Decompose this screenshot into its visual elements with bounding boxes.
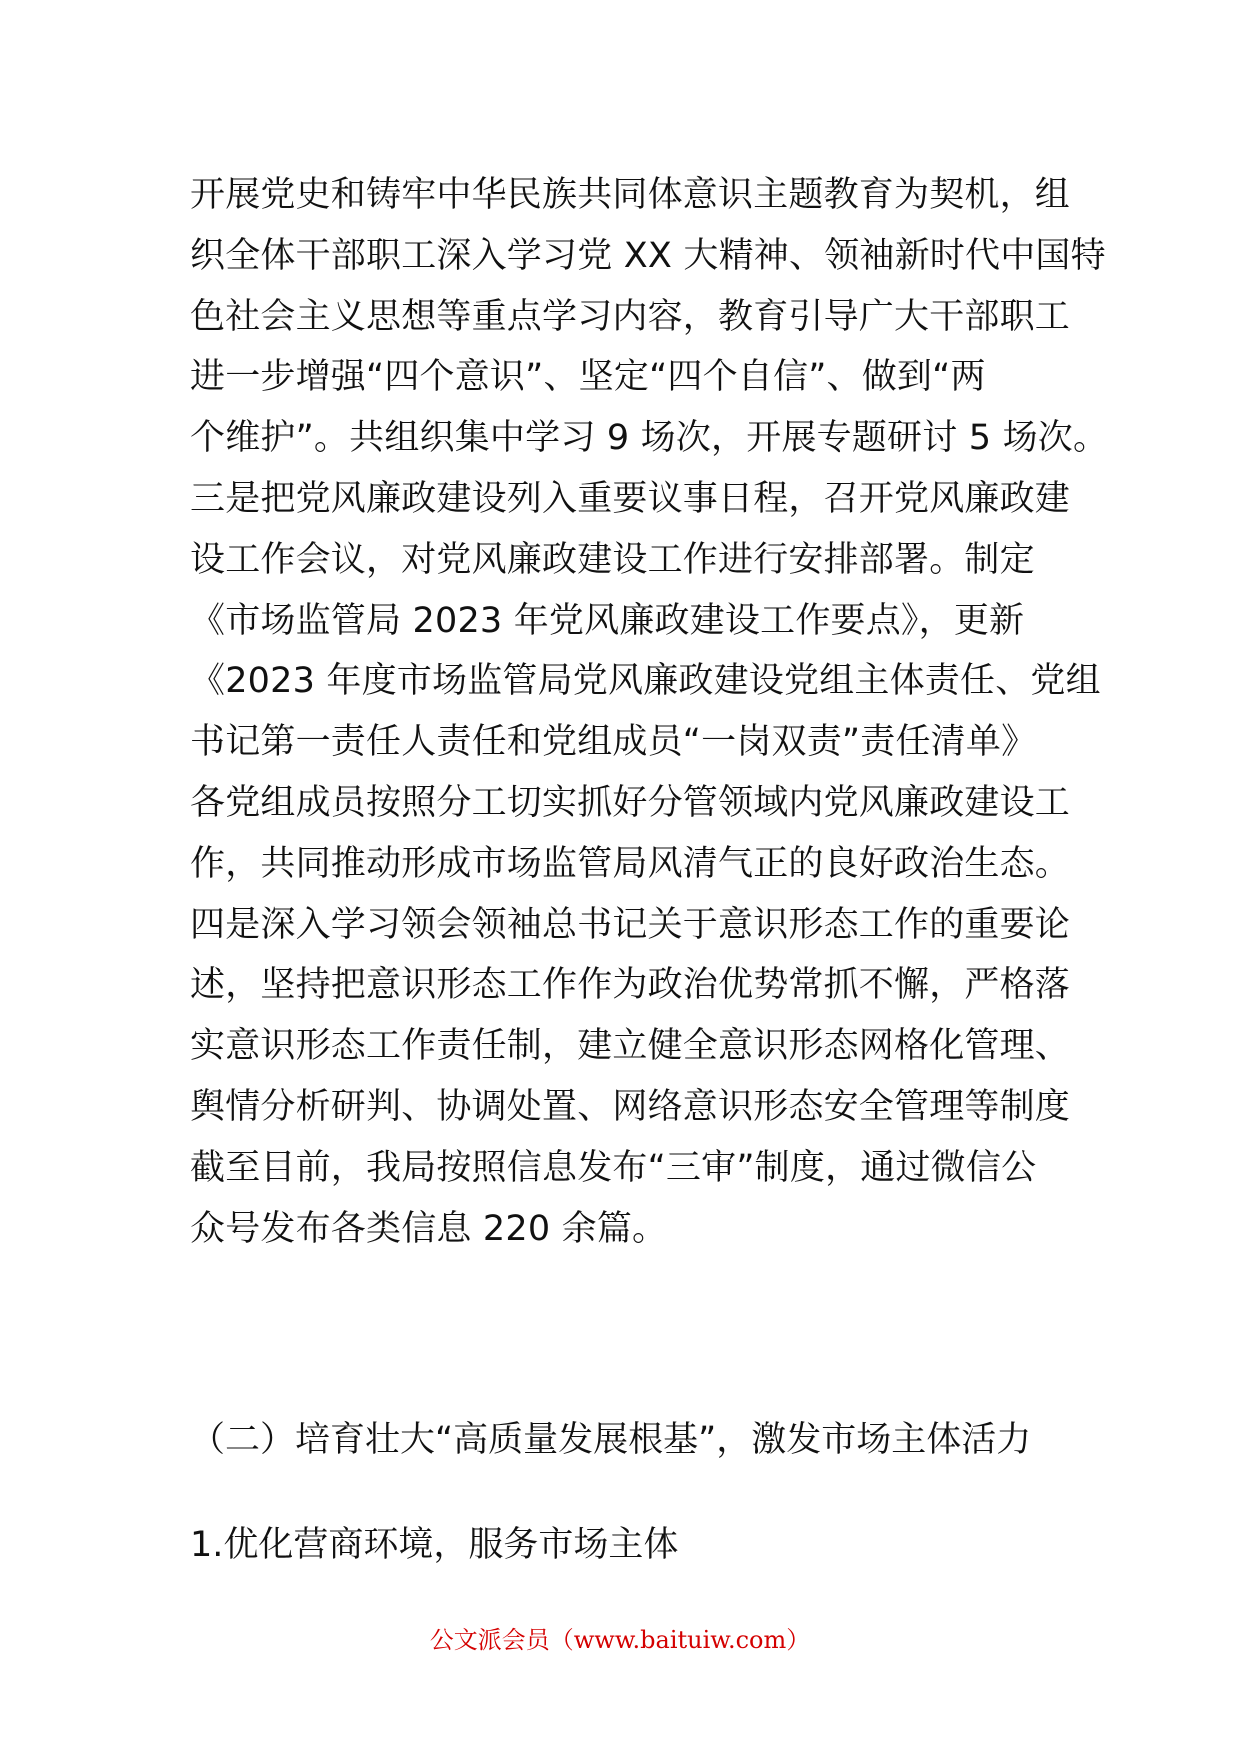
text-line: 色社会主义思想等重点学习内容，教育引导广大干部职工 [190, 296, 1071, 337]
subsection-heading: 1.优化营商环境，服务市场主体 [190, 1525, 679, 1565]
text-line: 书记第一责任人责任和党组成员“一岗双责”责任清单》 [190, 722, 1037, 763]
text-line: 四是深入学习领会领袖总书记关于意识形态工作的重要论 [190, 904, 1071, 945]
text-line: 开展党史和铸牢中华民族共同体意识主题教育为契机，组 [190, 175, 1071, 215]
text-line: 织全体干部职工深入学习党 XX 大精神、领袖新时代中国特 [190, 235, 1106, 276]
text-line: 舆情分析研判、协调处置、网络意识形态安全管理等制度 [190, 1086, 1071, 1127]
text-line: 《市场监管局 2023 年党风廉政建设工作要点》，更新 [190, 600, 1025, 641]
text-line: 《2023 年度市场监管局党风廉政建设党组主体责任、党组 [190, 661, 1101, 702]
text-line: 进一步增强“四个意识”、坚定“四个自信”、做到“两 [190, 357, 986, 398]
footer-watermark: 公文派会员（www.baituiw.com） [429, 1626, 811, 1654]
body-paragraph [190, 165, 1109, 1259]
text-line: 众号发布各类信息 220 余篇。 [190, 1208, 668, 1249]
text-line: 各党组成员按照分工切实抓好分管领域内党风廉政建设工 [190, 782, 1071, 823]
text-line: 三是把党风廉政建设列入重要议事日程，召开党风廉政建 [190, 478, 1071, 519]
text-line: 作，共同推动形成市场监管局风清气正的良好政治生态。 [190, 843, 1071, 884]
text-line: 个维护”。共组织集中学习 9 场次，开展专题研讨 5 场次。 [190, 418, 1109, 459]
text-line: 截至目前，我局按照信息发布“三审”制度，通过微信公 [190, 1147, 1037, 1188]
text-line: 述，坚持把意识形态工作作为政治优势常抓不懈，严格落 [190, 965, 1071, 1006]
text-line: 设工作会议，对党风廉政建设工作进行安排部署。制定 [190, 539, 1035, 580]
section-heading: （二）培育壮大“高质量发展根基”，激发市场主体活力 [190, 1420, 1032, 1460]
text-line: 实意识形态工作责任制，建立健全意识形态网格化管理、 [190, 1026, 1071, 1067]
